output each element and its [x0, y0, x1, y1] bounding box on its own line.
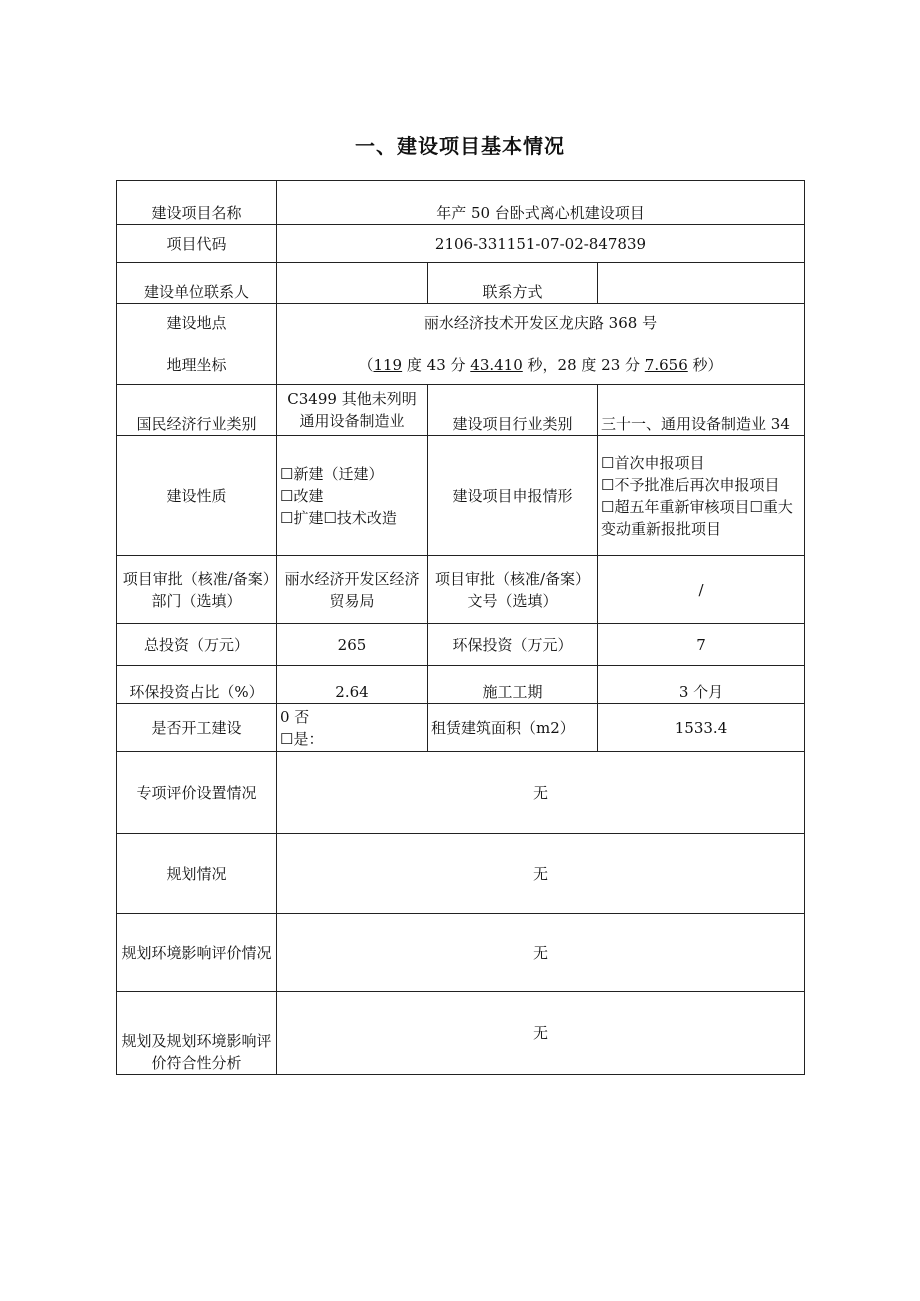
table-row — [117, 992, 805, 1075]
table-row — [117, 385, 805, 436]
approval-dept-value: 丽水经济开发区经济贸易局 — [277, 556, 428, 624]
declare-options — [598, 436, 805, 556]
project-name-label: 建设项目名称 — [117, 181, 277, 225]
location-value: 丽水经济技术开发区龙庆路 368 号 — [423, 314, 658, 332]
table-row — [117, 225, 805, 263]
construction-period-label: 施工工期 — [428, 666, 598, 704]
planning-label: 规划情况 — [117, 834, 277, 914]
table-row — [117, 914, 805, 992]
nature-option-rebuild[interactable]: ☐改建 — [280, 486, 324, 505]
declare-option-first[interactable]: ☐首次申报项目 — [601, 453, 705, 472]
env-ratio-label: 环保投资占比（%） — [117, 666, 277, 704]
coordinate-label: 地理坐标 — [166, 356, 227, 374]
lease-area-label: 租赁建筑面积（m2） — [428, 704, 598, 752]
contact-method-label: 联系方式 — [428, 263, 598, 304]
project-industry-value: 三十一、通用设备制造业 34 — [598, 385, 805, 436]
approval-no-label: 项目审批（核准/备案）文号（选填） — [428, 556, 598, 624]
project-code-label: 项目代码 — [117, 225, 277, 263]
total-investment-label: 总投资（万元） — [117, 624, 277, 666]
planning-env-label: 规划环境影响评价情况 — [117, 914, 277, 992]
env-investment-value: 7 — [598, 624, 805, 666]
longitude-seconds: 43.410 — [470, 356, 523, 374]
started-option-yes[interactable]: ☐是： — [280, 729, 324, 748]
contact-value — [277, 263, 428, 304]
location-value-cell — [277, 304, 805, 385]
nature-option-expand[interactable]: ☐扩建☐技术改造 — [280, 508, 397, 527]
special-eval-value: 无 — [277, 752, 805, 834]
planning-value: 无 — [277, 834, 805, 914]
longitude-degree: 119 — [373, 356, 403, 374]
started-options — [277, 704, 428, 752]
coord-open: （ — [358, 356, 374, 374]
declare-label: 建设项目申报情形 — [428, 436, 598, 556]
industry-value-line1: C3499 其他未列明 — [287, 390, 417, 408]
industry-value-cell — [277, 385, 428, 436]
planning-env-value: 无 — [277, 914, 805, 992]
project-info-table — [116, 180, 805, 1075]
coord-close: 秒） — [687, 356, 723, 374]
planning-conform-value: 无 — [277, 992, 805, 1075]
project-code-value: 2106-331151-07-02-847839 — [277, 225, 805, 263]
started-label: 是否开工建设 — [117, 704, 277, 752]
lease-area-value: 1533.4 — [598, 704, 805, 752]
nature-options — [277, 436, 428, 556]
page-title: 一、建设项目基本情况 — [355, 134, 565, 158]
env-investment-label: 环保投资（万元） — [428, 624, 598, 666]
nature-option-new[interactable]: ☐新建（迁建） — [280, 464, 384, 483]
industry-value-line2: 通用设备制造业 — [299, 412, 405, 430]
special-eval-label: 专项评价设置情况 — [117, 752, 277, 834]
table-row — [117, 436, 805, 556]
table-row — [117, 556, 805, 624]
project-name-value: 年产 50 台卧式离心机建设项目 — [277, 181, 805, 225]
nature-label: 建设性质 — [117, 436, 277, 556]
table-row — [117, 752, 805, 834]
table-row — [117, 263, 805, 304]
env-ratio-value: 2.64 — [277, 666, 428, 704]
contact-method-value — [598, 263, 805, 304]
coordinate-value — [280, 354, 801, 376]
planning-conform-label: 规划及规划环境影响评价符合性分析 — [117, 992, 277, 1075]
table-row — [117, 624, 805, 666]
location-label-cell — [117, 304, 277, 385]
declare-option-resubmit[interactable]: ☐不予批准后再次申报项目 — [601, 475, 780, 494]
coord-mid: 秒，28 度 23 分 — [522, 356, 645, 374]
table-row — [117, 704, 805, 752]
approval-no-value: / — [598, 556, 805, 624]
latitude-seconds: 7.656 — [644, 356, 688, 374]
approval-dept-label: 项目审批（核准/备案）部门（选填） — [117, 556, 277, 624]
table-row — [117, 181, 805, 225]
location-label: 建设地点 — [166, 314, 227, 332]
table-row — [117, 304, 805, 385]
longitude-rest: 度 43 分 — [402, 356, 471, 374]
table-row — [117, 666, 805, 704]
construction-period-value: 3 个月 — [598, 666, 805, 704]
table-row — [117, 834, 805, 914]
total-investment-value: 265 — [277, 624, 428, 666]
project-industry-label: 建设项目行业类别 — [428, 385, 598, 436]
started-option-no[interactable]: 0 否 — [280, 707, 310, 726]
industry-label: 国民经济行业类别 — [117, 385, 277, 436]
declare-option-review[interactable]: ☐超五年重新审核项目☐重大变动重新报批项目 — [601, 497, 793, 538]
contact-label: 建设单位联系人 — [117, 263, 277, 304]
